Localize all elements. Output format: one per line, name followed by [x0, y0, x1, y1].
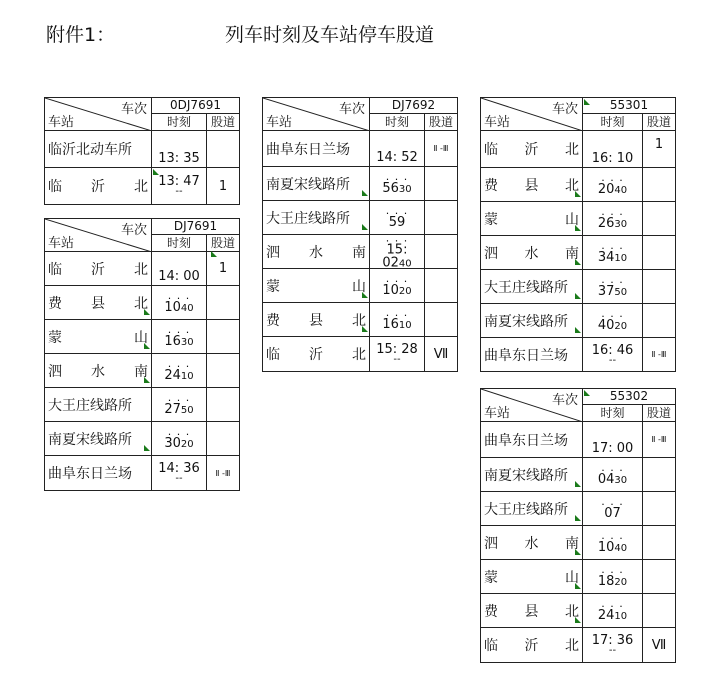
track-cell: Ⅶ — [433, 346, 449, 362]
pass-minute: 56 — [382, 180, 399, 196]
time-cell: . . . 59 — [370, 201, 425, 234]
station-label: 车站 — [48, 115, 75, 130]
track-cell: Ⅱ -Ⅲ — [215, 468, 231, 478]
pass-second: 10 — [398, 319, 412, 331]
station-label-text: 南夏宋线路所 — [484, 313, 568, 330]
time-cell — [152, 131, 207, 167]
station-name — [481, 304, 583, 337]
pass-minute: 24 — [164, 367, 181, 383]
time-cell — [370, 337, 425, 371]
track-cell: 1 — [218, 178, 228, 194]
train-label: 车次 — [551, 393, 578, 408]
table-row — [45, 168, 239, 204]
time-label: 时刻 — [370, 114, 425, 130]
table-row — [481, 560, 675, 594]
departure-dash: -- — [393, 354, 401, 365]
departure-dash: -- — [175, 473, 183, 484]
time-cell: . . . 1630 — [152, 320, 207, 353]
time-cell — [152, 168, 207, 204]
pass-second: 10 — [180, 370, 194, 382]
train-label: 车次 — [551, 102, 578, 117]
table-row — [481, 270, 675, 304]
station-name: 曲阜东日兰场 — [263, 131, 370, 166]
station-name — [481, 270, 583, 303]
flag-icon — [144, 377, 150, 383]
train-number: 0DJ7691 — [152, 98, 239, 114]
track-cell — [643, 270, 675, 303]
station-name — [481, 458, 583, 491]
pass-minute: 18 — [597, 573, 615, 589]
station-name: 曲阜东日兰场 — [481, 338, 583, 371]
table-header — [481, 389, 675, 422]
track-cell: 1 — [654, 137, 664, 152]
page-title: 列车时刻及车站停车股道 — [225, 24, 435, 46]
train-number — [583, 98, 675, 114]
arrival-time: 13: 47 — [158, 174, 200, 189]
track-label: 股道 — [646, 115, 671, 129]
table-row — [263, 167, 457, 201]
station-label-text: 大王庄线路所 — [484, 279, 568, 296]
pass-minute: 34 — [597, 249, 615, 265]
station-label: 车站 — [48, 236, 75, 251]
arrival-time: 16: 46 — [591, 342, 634, 358]
arrival-time: 14: 36 — [158, 461, 200, 476]
pass-minute: 16 — [382, 316, 399, 332]
table-row — [481, 628, 675, 662]
time-cell: . . . 15: 0240 — [370, 235, 425, 268]
track-cell — [207, 286, 239, 319]
track-label: 股道 — [210, 115, 235, 129]
track-cell — [207, 320, 239, 353]
station-label: 车站 — [484, 115, 511, 130]
track-cell — [643, 560, 675, 593]
pass-second: 50 — [614, 286, 628, 298]
pass-minute: 15: 02 — [382, 242, 408, 270]
time-label: 时刻 — [152, 235, 207, 251]
time-cell: . . . 3750 — [583, 270, 643, 303]
train-number: DJ7692 — [370, 98, 457, 114]
table-row — [45, 131, 239, 168]
station-name: 曲阜东日兰场 — [45, 456, 152, 490]
track-label: 股道 — [428, 115, 453, 129]
station-label: 车站 — [484, 406, 511, 421]
pass-second: 20 — [614, 576, 628, 588]
time-cell: . . . 1040 — [152, 286, 207, 319]
time-label: 时刻 — [583, 405, 643, 421]
time-cell: . . . 3410 — [583, 236, 643, 269]
station-name: 费 县 北 — [45, 286, 152, 319]
table-row — [263, 231, 457, 270]
station-label-text: 南夏宋线路所 — [48, 431, 132, 448]
table-row — [45, 422, 239, 456]
station-name: 泗 水 南 — [481, 236, 583, 269]
flag-icon — [575, 259, 581, 265]
pass-minute: 40 — [597, 317, 615, 333]
track-cell — [425, 235, 457, 268]
flag-icon — [575, 327, 581, 333]
table-row — [481, 422, 675, 458]
table-header — [45, 98, 239, 131]
flag-icon — [362, 292, 368, 298]
table-header — [481, 98, 675, 131]
timetable-dj7692 — [262, 97, 458, 372]
table-row — [263, 269, 457, 303]
pass-second: 30 — [614, 218, 628, 230]
arrival-time: 17: 00 — [591, 441, 634, 456]
pass-second: 10 — [614, 252, 628, 264]
train-number-text: 55301 — [609, 98, 649, 112]
pass-minute: 07 — [604, 505, 621, 521]
pass-second: 40 — [398, 258, 412, 269]
pass-second: 10 — [614, 610, 628, 622]
station-label-text: 南夏宋线路所 — [266, 176, 350, 193]
train-label: 车次 — [338, 102, 365, 117]
pass-second: 40 — [180, 302, 194, 314]
flag-icon — [575, 515, 581, 521]
station-name: 费 县 北 — [481, 594, 583, 627]
track-cell — [425, 167, 457, 200]
time-cell — [370, 131, 425, 166]
track-cell — [643, 526, 675, 559]
pass-minute: 37 — [597, 283, 615, 299]
station-name: 临 沂 北 — [481, 628, 583, 662]
track-cell — [207, 252, 239, 285]
arrival-time: 14: 00 — [158, 269, 200, 284]
departure-dash: -- — [608, 645, 617, 656]
table-row — [481, 236, 675, 270]
time-cell: . . . 5630 — [370, 167, 425, 200]
timetable-0dj7691 — [44, 97, 240, 205]
flag-icon — [575, 583, 581, 589]
time-cell — [583, 422, 643, 457]
flag-icon — [575, 191, 581, 197]
pass-minute: 04 — [597, 471, 615, 487]
pass-minute: 59 — [388, 214, 406, 230]
arrival-time: 17: 36 — [591, 633, 634, 648]
table-row — [481, 594, 675, 628]
arrival-time: 13: 35 — [158, 151, 200, 166]
flag-icon — [575, 617, 581, 623]
pass-second: 20 — [398, 285, 412, 297]
departure-dash: -- — [175, 186, 183, 197]
pass-minute: 24 — [597, 607, 615, 623]
track-cell — [207, 354, 239, 387]
flag-icon — [211, 251, 217, 257]
track-cell — [643, 202, 675, 235]
station-label: 车站 — [266, 115, 293, 130]
pass-second: 30 — [180, 336, 194, 348]
time-cell: . . . 2750 — [152, 388, 207, 421]
time-cell: . . . 07 — [583, 492, 643, 525]
table-row — [45, 286, 239, 320]
departure-dash: -- — [608, 354, 617, 366]
station-name — [263, 201, 370, 234]
table-row — [481, 338, 675, 371]
pass-minute: 10 — [382, 282, 399, 298]
track-cell — [643, 304, 675, 337]
track-cell — [425, 269, 457, 302]
station-name: 蒙 山 — [45, 320, 152, 353]
pass-minute: 10 — [597, 539, 615, 555]
track-cell: Ⅱ -Ⅲ — [651, 435, 667, 444]
pass-second: 20 — [180, 438, 194, 450]
station-name — [481, 492, 583, 525]
pass-second: 40 — [614, 542, 628, 554]
time-cell: . . . 0430 — [583, 458, 643, 491]
station-name — [263, 167, 370, 200]
flag-icon — [575, 293, 581, 299]
table-row — [481, 202, 675, 236]
flag-icon — [584, 390, 590, 396]
pass-second: 30 — [398, 183, 412, 195]
table-row — [263, 303, 457, 337]
track-cell — [207, 131, 239, 167]
table-row — [481, 458, 675, 492]
train-number: DJ7691 — [152, 219, 239, 235]
pass-minute: 16 — [164, 333, 181, 349]
arrival-time: 14: 52 — [376, 150, 418, 165]
train-label: 车次 — [120, 223, 147, 238]
track-label: 股道 — [646, 406, 671, 420]
track-value: 1 — [218, 261, 228, 276]
flag-icon — [144, 343, 150, 349]
table-row — [481, 526, 675, 560]
station-name: 临沂北动车所 — [45, 131, 152, 167]
track-cell — [643, 492, 675, 525]
table-row — [45, 456, 239, 490]
station-name: 费 县 北 — [263, 303, 370, 336]
track-cell: Ⅱ -Ⅲ — [433, 144, 449, 153]
station-name: 蒙 山 — [481, 560, 583, 593]
flag-icon — [575, 225, 581, 231]
track-cell — [425, 201, 457, 234]
time-cell: . . . 2410 — [583, 594, 643, 627]
station-name: 临 沂 北 — [263, 337, 370, 371]
table-row — [481, 492, 675, 526]
track-cell — [425, 303, 457, 336]
table-row — [481, 168, 675, 202]
time-cell: . . . 2410 — [152, 354, 207, 387]
time-cell: . . . 2630 — [583, 202, 643, 235]
arrival-time: 15: 28 — [376, 342, 418, 357]
time-cell: . . . 1820 — [583, 560, 643, 593]
station-label-text: 大王庄线路所 — [484, 501, 568, 518]
table-row — [263, 201, 457, 235]
station-name: 曲阜东日兰场 — [481, 422, 583, 457]
station-name: 泗 水 南 — [263, 235, 370, 268]
table-header — [263, 98, 457, 131]
table-row — [481, 304, 675, 338]
station-label-text: 大王庄线路所 — [266, 210, 350, 227]
station-name: 临 沂 北 — [45, 168, 152, 204]
pass-minute: 27 — [164, 401, 181, 417]
pass-second: 20 — [614, 320, 628, 332]
time-cell: . . . 1610 — [370, 303, 425, 336]
flag-icon — [362, 224, 368, 230]
table-row — [45, 388, 239, 422]
station-name — [45, 422, 152, 455]
flag-icon — [144, 309, 150, 315]
time-cell — [152, 252, 207, 285]
flag-icon — [584, 99, 590, 105]
time-label: 时刻 — [152, 114, 207, 130]
station-name: 泗 水 南 — [45, 354, 152, 387]
track-cell — [643, 168, 675, 201]
pass-second: 30 — [614, 474, 628, 486]
time-label: 时刻 — [583, 114, 643, 130]
flag-icon — [362, 190, 368, 196]
flag-icon — [144, 445, 150, 451]
track-cell: Ⅱ -Ⅲ — [651, 350, 667, 359]
table-row — [45, 354, 239, 388]
track-cell — [643, 594, 675, 627]
arrival-time: 16: 10 — [591, 151, 634, 166]
station-name: 临 沂 北 — [481, 131, 583, 167]
track-cell: Ⅶ — [651, 637, 667, 653]
table-row — [45, 320, 239, 354]
station-name: 蒙 山 — [263, 269, 370, 302]
table-row — [263, 337, 457, 371]
time-cell: . . . 3020 — [152, 422, 207, 455]
pass-minute: 26 — [597, 215, 615, 231]
timetable-55301 — [480, 97, 676, 372]
station-label-text: 南夏宋线路所 — [484, 467, 568, 484]
track-cell — [643, 458, 675, 491]
time-cell — [583, 131, 643, 167]
time-cell: . . . 4020 — [583, 304, 643, 337]
flag-icon — [362, 326, 368, 332]
pass-second: 40 — [614, 184, 628, 196]
time-cell — [152, 456, 207, 490]
station-name: 泗 水 南 — [481, 526, 583, 559]
train-number-text: 55302 — [609, 389, 649, 403]
table-row — [45, 252, 239, 286]
time-cell — [583, 628, 643, 662]
train-number — [583, 389, 675, 405]
pass-minute: 10 — [164, 299, 181, 315]
track-cell — [643, 236, 675, 269]
time-cell: . . . 2040 — [583, 168, 643, 201]
pass-minute: 30 — [164, 435, 181, 451]
pass-minute: 20 — [597, 181, 615, 197]
time-cell: . . . 1020 — [370, 269, 425, 302]
attachment-label: 附件1： — [46, 24, 116, 46]
station-name: 费 县 北 — [481, 168, 583, 201]
station-name: 蒙 山 — [481, 202, 583, 235]
track-label: 股道 — [210, 236, 235, 250]
pass-second: 50 — [180, 404, 194, 416]
timetable-dj7691 — [44, 218, 240, 491]
table-row — [263, 131, 457, 167]
table-row — [481, 131, 675, 168]
track-cell — [207, 422, 239, 455]
train-label: 车次 — [120, 102, 147, 117]
timetable-55302 — [480, 388, 676, 663]
time-cell — [583, 338, 643, 371]
flag-icon — [575, 481, 581, 487]
station-name: 临 沂 北 — [45, 252, 152, 285]
table-header — [45, 219, 239, 252]
station-name: 大王庄线路所 — [45, 388, 152, 421]
flag-icon — [575, 549, 581, 555]
time-cell: . . . 1040 — [583, 526, 643, 559]
track-cell — [207, 388, 239, 421]
